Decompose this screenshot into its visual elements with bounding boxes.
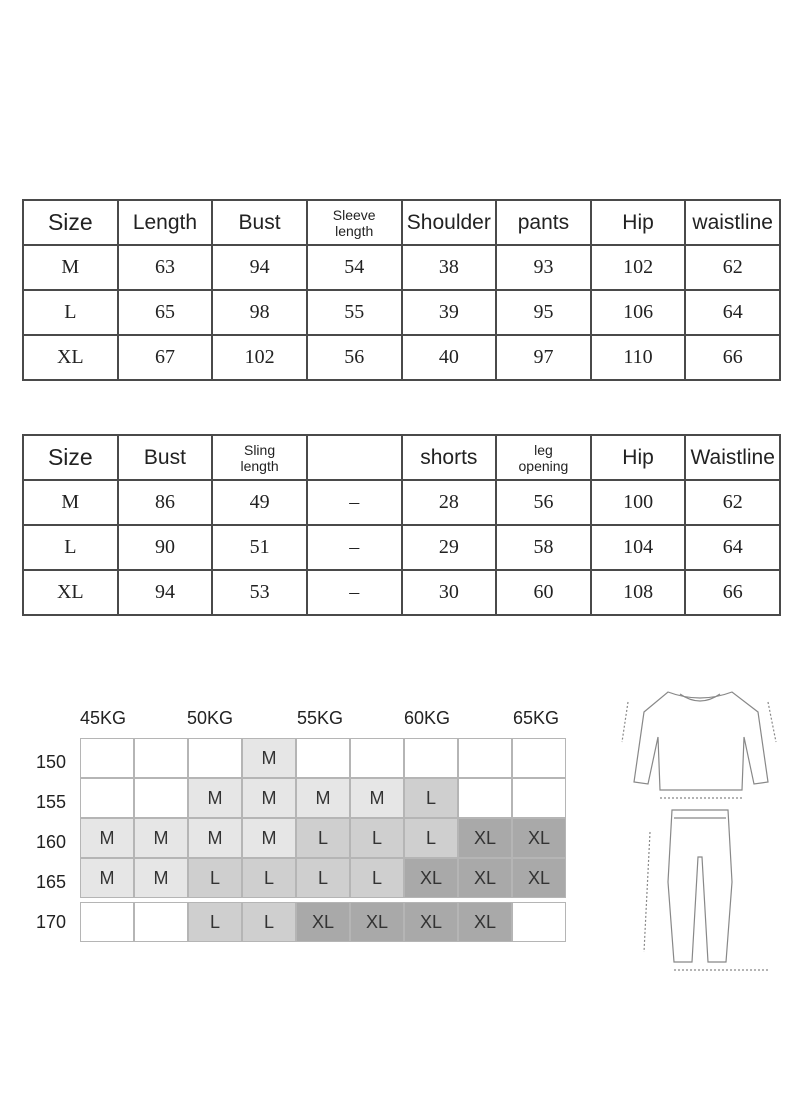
grid-cell [350, 738, 404, 778]
column-header: Waistline [685, 435, 780, 480]
table-row [23, 480, 780, 525]
size-label: M [23, 480, 118, 525]
table-row [23, 245, 780, 290]
grid-cell [134, 778, 188, 818]
measurement-cell: 90 [118, 525, 213, 570]
measurement-cell: 86 [118, 480, 213, 525]
grid-cell [80, 778, 134, 818]
grid-cell: M [350, 778, 404, 818]
size-recommendation-grid [80, 738, 570, 944]
grid-cell: L [296, 858, 350, 898]
grid-cell [512, 902, 566, 942]
table-row [23, 570, 780, 615]
column-header: Hip [591, 200, 686, 245]
measurement-cell: 60 [496, 570, 591, 615]
table-row [23, 525, 780, 570]
measurement-cell: 30 [402, 570, 497, 615]
column-header: pants [496, 200, 591, 245]
grid-cell [80, 738, 134, 778]
grid-cell: L [350, 818, 404, 858]
measurement-cell: 56 [496, 480, 591, 525]
measurement-cell: 104 [591, 525, 686, 570]
measurement-cell: 63 [118, 245, 213, 290]
measurement-cell: 94 [212, 245, 307, 290]
column-header [307, 435, 402, 480]
measurement-cell: 53 [212, 570, 307, 615]
grid-cell [404, 738, 458, 778]
grid-cell: M [188, 818, 242, 858]
grid-cell: XL [458, 818, 512, 858]
grid-cell: L [188, 858, 242, 898]
grid-cell [188, 738, 242, 778]
measurement-cell: 64 [685, 525, 780, 570]
measurement-cell: 102 [212, 335, 307, 380]
grid-cell: XL [296, 902, 350, 942]
weight-label: 55KG [297, 708, 344, 728]
grid-cell: XL [404, 902, 458, 942]
column-header: Shoulder [402, 200, 497, 245]
grid-cell: XL [512, 858, 566, 898]
measurement-cell: 64 [685, 290, 780, 335]
measurement-cell: 55 [307, 290, 402, 335]
column-header: Bust [118, 435, 213, 480]
grid-cell [134, 738, 188, 778]
size-label: M [23, 245, 118, 290]
header-row [23, 435, 780, 480]
top-size-table [22, 199, 781, 381]
grid-cell: M [134, 858, 188, 898]
weight-label: 45KG [80, 708, 127, 728]
grid-cell: M [242, 738, 296, 778]
garment-measurement-diagram [618, 682, 783, 977]
column-header: Size [23, 435, 118, 480]
measurement-cell: 51 [212, 525, 307, 570]
grid-cell: L [296, 818, 350, 858]
measurement-cell: 66 [685, 570, 780, 615]
measurement-cell: 67 [118, 335, 213, 380]
grid-cell: XL [404, 858, 458, 898]
grid-cell: XL [512, 818, 566, 858]
measurement-cell: 40 [402, 335, 497, 380]
table-row [23, 335, 780, 380]
grid-cell: M [80, 818, 134, 858]
measurement-cell: 110 [591, 335, 686, 380]
column-header: Sleeve length [307, 200, 402, 245]
grid-cell: L [188, 902, 242, 942]
height-label: 160 [36, 832, 67, 852]
size-label: XL [23, 570, 118, 615]
measurement-cell: – [307, 525, 402, 570]
measurement-cell: 29 [402, 525, 497, 570]
size-label: XL [23, 335, 118, 380]
measurement-cell: 58 [496, 525, 591, 570]
measurement-cell: 97 [496, 335, 591, 380]
measurement-cell: 102 [591, 245, 686, 290]
measurement-cell: 100 [591, 480, 686, 525]
measurement-cell: 56 [307, 335, 402, 380]
grid-cell: M [242, 778, 296, 818]
weight-label: 50KG [187, 708, 234, 728]
grid-cell: M [242, 818, 296, 858]
grid-cell: L [350, 858, 404, 898]
measurement-cell: 95 [496, 290, 591, 335]
grid-cell [134, 902, 188, 942]
column-header: waistline [685, 200, 780, 245]
height-label: 155 [36, 792, 67, 812]
grid-cell: M [80, 858, 134, 898]
measurement-cell: 65 [118, 290, 213, 335]
measurement-cell: 93 [496, 245, 591, 290]
grid-cell: L [404, 778, 458, 818]
size-label: L [23, 290, 118, 335]
grid-cell: L [404, 818, 458, 858]
measurement-cell: 66 [685, 335, 780, 380]
column-header: shorts [402, 435, 497, 480]
weight-label: 65KG [513, 708, 560, 728]
measurement-cell: – [307, 570, 402, 615]
grid-cell [458, 778, 512, 818]
measurement-cell: 106 [591, 290, 686, 335]
column-header: leg opening [496, 435, 591, 480]
grid-cell: M [188, 778, 242, 818]
measurement-cell: 39 [402, 290, 497, 335]
measurement-cell: – [307, 480, 402, 525]
grid-cell [512, 778, 566, 818]
shorts-size-table [22, 434, 781, 616]
grid-cell [80, 902, 134, 942]
measurement-cell: 38 [402, 245, 497, 290]
measurement-cell: 62 [685, 245, 780, 290]
column-header: Length [118, 200, 213, 245]
height-label: 165 [36, 872, 67, 892]
measurement-cell: 94 [118, 570, 213, 615]
grid-cell: L [242, 902, 296, 942]
top-sketch-icon [622, 692, 776, 798]
grid-cell: M [134, 818, 188, 858]
measurement-cell: 62 [685, 480, 780, 525]
grid-cell: XL [458, 902, 512, 942]
grid-cell [296, 738, 350, 778]
grid-cell: M [296, 778, 350, 818]
column-header: Size [23, 200, 118, 245]
column-header: Sling length [212, 435, 307, 480]
measurement-cell: 54 [307, 245, 402, 290]
grid-cell [458, 738, 512, 778]
pants-sketch-icon [644, 810, 768, 970]
measurement-cell: 49 [212, 480, 307, 525]
table-row [23, 290, 780, 335]
grid-cell [512, 738, 566, 778]
size-label: L [23, 525, 118, 570]
column-header: Hip [591, 435, 686, 480]
header-row [23, 200, 780, 245]
grid-cell: XL [458, 858, 512, 898]
column-header: Bust [212, 200, 307, 245]
height-label: 170 [36, 912, 67, 932]
measurement-cell: 98 [212, 290, 307, 335]
measurement-cell: 108 [591, 570, 686, 615]
grid-cell: XL [350, 902, 404, 942]
height-label: 150 [36, 752, 67, 772]
measurement-cell: 28 [402, 480, 497, 525]
grid-cell: L [242, 858, 296, 898]
weight-label: 60KG [404, 708, 451, 728]
